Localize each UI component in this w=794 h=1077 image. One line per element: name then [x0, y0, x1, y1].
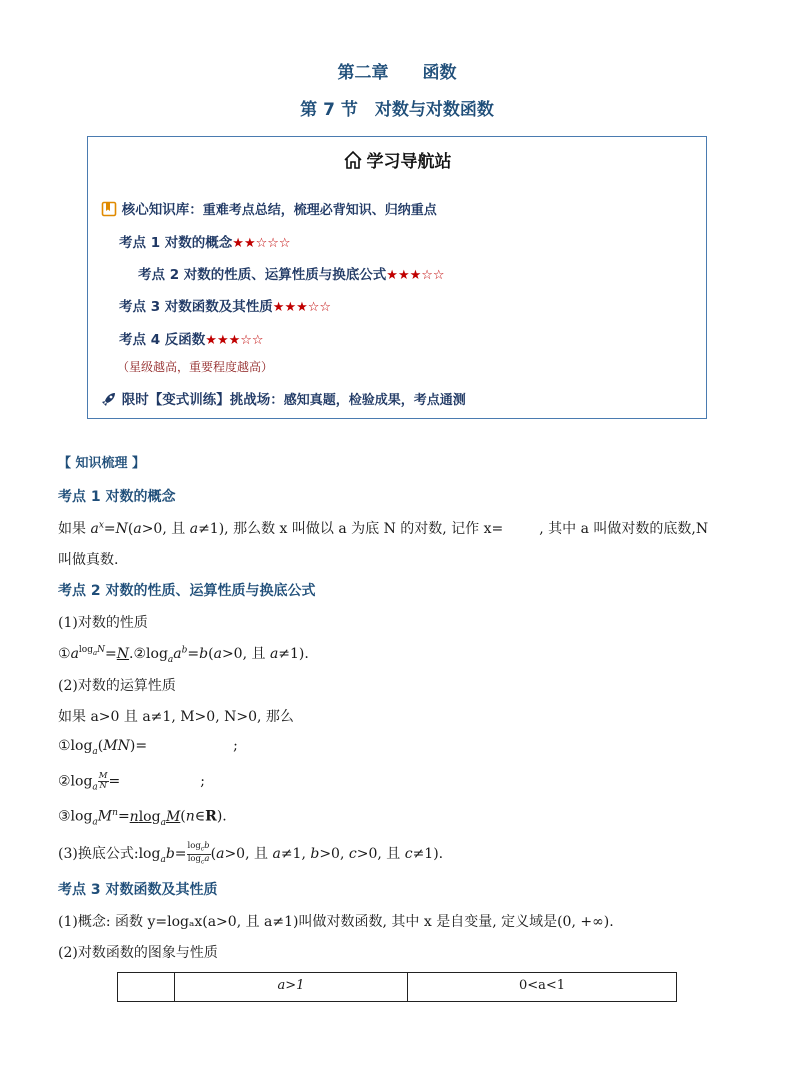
point-3-stars: ★★★☆☆	[272, 300, 332, 315]
s3-para1: (1)概念: 函数 y=logₐx(a>0, 且 a≠1)叫做对数函数, 其中 x 是自变量, 定义域是(0, +∞).	[58, 914, 614, 930]
graph-property-table	[117, 972, 677, 1002]
practice-label: 限时【变式训练】挑战场：	[121, 392, 284, 408]
s2-sub2: (2)对数的运算性质	[58, 678, 176, 694]
section-title: 第 7 节 对数与对数函数	[300, 100, 494, 120]
s2-formula1: $①a^{log_aN}=N.②\log_aa^b=b(a>0$, 且 a≠1).	[58, 645, 309, 665]
point-3-label: 考点 3 对数函数及其性质	[119, 299, 273, 315]
point-1	[119, 231, 291, 251]
point-1-label: 考点 1 对数的概念	[119, 235, 233, 251]
s2-title: 考点 2 对数的性质、运算性质与换底公式	[58, 583, 316, 599]
s2-sub1: (1)对数的性质	[58, 615, 148, 631]
point-2-stars: ★★★☆☆	[386, 268, 445, 283]
rocket-icon	[101, 391, 117, 407]
s1-p1a: 如果	[58, 521, 91, 537]
s3-para2: (2)对数函数的图象与性质	[58, 945, 218, 961]
s2-sub3: (3)换底公式:	[58, 846, 139, 863]
core-desc: 重难考点总结，梳理必背知识、归纳重点	[202, 203, 437, 218]
nav-title-text: 学习导航站	[366, 152, 452, 172]
point-4-label: 考点 4 反函数	[119, 332, 206, 348]
book-icon	[101, 201, 117, 217]
core-line	[101, 198, 437, 218]
practice-line	[101, 388, 466, 408]
point-4-stars: ★★★☆☆	[205, 333, 264, 348]
home-icon	[343, 150, 363, 170]
nav-title	[0, 147, 794, 172]
s2-rule3: $③\log_aM^n=nlog_aM(n\in R)$.	[58, 808, 227, 828]
s1-p1b: , 那么数 x 叫做以 a 为底 N 的对数, 记作 x=	[224, 521, 504, 537]
s1-para2: 叫做真数.	[58, 552, 119, 568]
s2-change-base: (3)换底公式$:\log_ab=$ $\frac{\log_cb}{\log_ca}$ (a>0, 且 a≠1, b>0, c>0, 且 c≠1).	[58, 841, 444, 866]
star-note: （星级越高，重要程度越高）	[117, 360, 274, 374]
table-header-a-gt-1: a>1	[175, 973, 408, 1001]
point-3	[119, 295, 331, 315]
s2-rule2: $②\log_a$ $\frac{M}{N}$ = ;	[58, 771, 205, 793]
table-header-empty	[118, 973, 175, 1001]
point-4	[119, 328, 264, 348]
point-1-stars: ★★☆☆☆	[232, 236, 291, 251]
point-2-label: 考点 2 对数的性质、运算性质与换底公式	[138, 267, 387, 283]
s1-para1: 如果 $a^x=N(a>0$, 且 a≠1), 那么数 x 叫做以 a 为底 N 的对数, 记作 x= , 其中 a 叫做对数的底数,N	[58, 520, 709, 537]
point-2	[138, 263, 445, 283]
practice-desc: 感知真题，检验成果，考点通测	[283, 393, 466, 408]
s2-rule1: $①\log_a(MN)=$ ;	[58, 738, 238, 757]
knowledge-tag: 【 知识梳理 】	[58, 456, 146, 471]
s1-p1c: , 其中 a 叫做对数的底数,N	[539, 521, 709, 537]
s2-cond: 如果 a>0 且 a≠1, M>0, N>0, 那么	[58, 709, 294, 725]
s3-title: 考点 3 对数函数及其性质	[58, 882, 218, 898]
s1-title: 考点 1 对数的概念	[58, 489, 176, 505]
core-label: 核心知识库：	[121, 202, 203, 218]
chapter-title: 第二章 函数	[337, 63, 457, 83]
table-header-a-lt-1: 0<a<1	[518, 978, 566, 993]
